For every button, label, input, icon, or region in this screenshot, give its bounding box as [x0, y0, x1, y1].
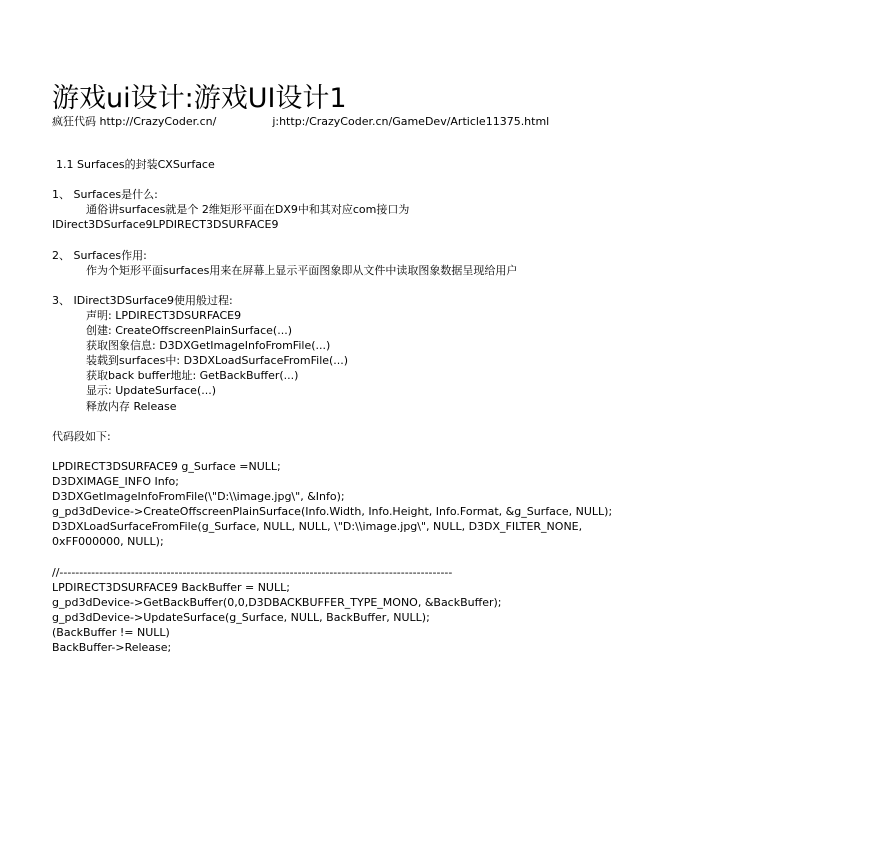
code-line: (BackBuffer != NULL) — [52, 625, 170, 639]
blank-line — [52, 549, 842, 564]
q3-step: 获取back buffer地址: GetBackBuffer(...) — [86, 369, 299, 383]
article-url: j:http:/CrazyCoder.cn/GameDev/Article11375.html — [272, 115, 550, 128]
blank-line — [52, 414, 842, 429]
section-heading: 1.1 Surfaces的封装CXSurface — [56, 158, 215, 171]
source-line — [52, 115, 842, 128]
site-url: http://CrazyCoder.cn/ — [99, 115, 217, 128]
code-line: D3DXLoadSurfaceFromFile(g_Surface, NULL, NULL, \"D:\\image.jpg\", NULL, D3DX_FILTER_NONE, — [52, 520, 583, 534]
code-line: D3DXIMAGE_INFO Info; — [52, 474, 179, 488]
q3-step: 获取图象信息: D3DXGetImageInfoFromFile(...) — [86, 339, 331, 353]
q3-heading: 3、 IDirect3DSurface9使用般过程: — [52, 293, 233, 307]
q3-step: 创建: CreateOffscreenPlainSurface(...) — [86, 324, 292, 338]
blank-line — [52, 278, 842, 293]
document-body — [52, 157, 842, 655]
q3-step: 释放内存 Release — [86, 399, 177, 413]
q1-heading: 1、 Surfaces是什么: — [52, 188, 158, 202]
code-intro: 代码段如下: — [52, 429, 111, 443]
code-line: g_pd3dDevice->UpdateSurface(g_Surface, NULL, BackBuffer, NULL); — [52, 610, 430, 624]
blank-line — [52, 172, 842, 187]
document-page — [52, 84, 842, 655]
code-separator: //--------------------------------------------------------------------------------------------------- — [52, 565, 453, 579]
code-line: 0xFF000000, NULL); — [52, 535, 164, 549]
document-title: 游戏ui设计:游戏UI设计1 — [52, 83, 347, 114]
q3-step: 装载到surfaces中: D3DXLoadSurfaceFromFile(...) — [86, 354, 349, 368]
code-line: g_pd3dDevice->CreateOffscreenPlainSurface(Info.Width, Info.Height, Info.Format, &g_Surface, NULL); — [52, 505, 613, 519]
blank-line — [52, 444, 842, 459]
q3-step: 显示: UpdateSurface(...) — [86, 384, 217, 398]
code-line: D3DXGetImageInfoFromFile(\"D:\\image.jpg\", &Info); — [52, 490, 345, 504]
q3-step: 声明: LPDIRECT3DSURFACE9 — [86, 308, 242, 322]
code-line: LPDIRECT3DSURFACE9 g_Surface =NULL; — [52, 459, 281, 473]
blank-line — [52, 232, 842, 247]
code-line: g_pd3dDevice->GetBackBuffer(0,0,D3DBACKBUFFER_TYPE_MONO, &BackBuffer); — [52, 595, 502, 609]
q2-heading: 2、 Surfaces作用: — [52, 248, 147, 262]
site-name: 疯狂代码 — [52, 115, 96, 128]
q1-text-cont: IDirect3DSurface9LPDIRECT3DSURFACE9 — [52, 218, 279, 232]
q2-text: 作为个矩形平面surfaces用来在屏幕上显示平面图象即从文件中读取图象数据呈现给用户 — [86, 263, 518, 277]
code-line: BackBuffer->Release; — [52, 641, 172, 654]
q1-text: 通俗讲surfaces就是个 2维矩形平面在DX9中和其对应com接口为 — [86, 203, 410, 217]
code-line: LPDIRECT3DSURFACE9 BackBuffer = NULL; — [52, 580, 290, 594]
